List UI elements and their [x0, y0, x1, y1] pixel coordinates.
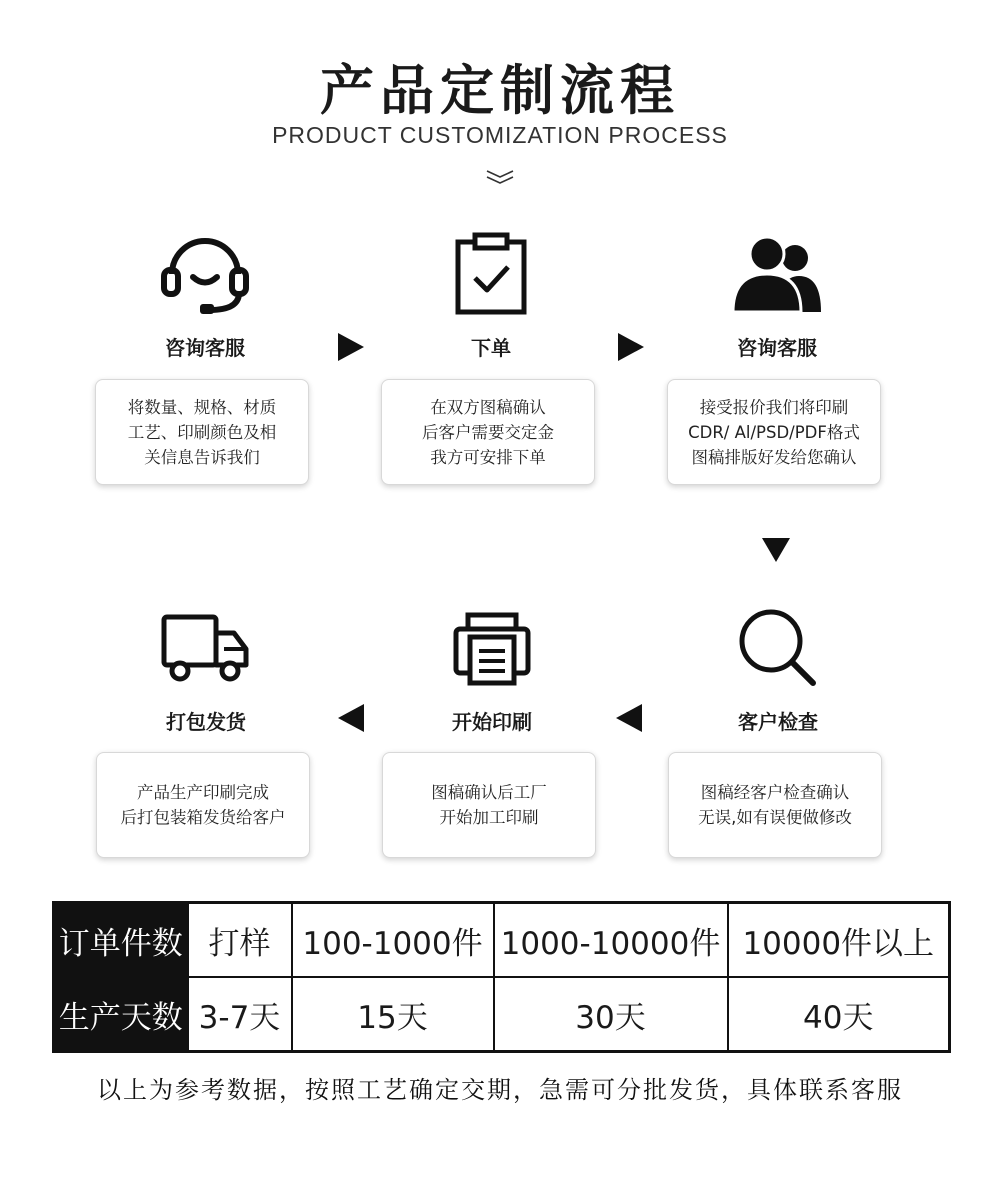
description-line: 图稿确认后工厂: [431, 783, 547, 802]
step-description: [96, 752, 310, 858]
step-label: 客户检查: [738, 710, 818, 734]
table-cell: 40天: [728, 977, 950, 1052]
description-line: 产品生产印刷完成: [137, 783, 269, 802]
step-description: [95, 379, 309, 485]
table-cell: 10000件以上: [728, 903, 950, 978]
arrow-right-icon: [618, 333, 644, 361]
description-line: 接受报价我们将印刷: [699, 397, 849, 417]
description-line: 无误,如有误便做修改: [698, 808, 852, 827]
headset-icon: [95, 228, 315, 318]
table-cell: 3-7天: [188, 977, 292, 1052]
table-cell: 15天: [292, 977, 494, 1052]
truck-icon: [96, 602, 316, 692]
description-line: 将数量、规格、材质: [127, 397, 277, 417]
double-chevron-down-icon: [485, 168, 515, 186]
table-header-cell: 生产天数: [54, 977, 188, 1052]
step-label: 下单: [471, 336, 511, 360]
description-line: 开始加工印刷: [439, 808, 539, 827]
description-line: 工艺、印刷颜色及相: [127, 422, 277, 442]
page-subtitle: PRODUCT CUSTOMIZATION PROCESS: [272, 122, 728, 148]
magnifier-icon: [668, 602, 888, 692]
description-line: 图稿排版好发给您确认: [691, 447, 857, 467]
table-header-cell: 订单件数: [54, 903, 188, 978]
arrow-right-icon: [338, 333, 364, 361]
page-title: 产品定制流程: [320, 59, 680, 122]
step-description: [382, 752, 596, 858]
description-line: 在双方图稿确认: [430, 397, 546, 417]
arrow-down-icon: [762, 538, 790, 562]
table-cell: 100-1000件: [292, 903, 494, 978]
table-row: [54, 903, 950, 978]
description-line: 后打包装箱发货给客户: [120, 808, 286, 827]
arrow-left-icon: [338, 704, 364, 732]
description-line: 关信息告诉我们: [144, 447, 260, 467]
step-description: [667, 379, 881, 485]
footer-note: 以上为参考数据，按照工艺确定交期，急需可分批发货，具体联系客服: [97, 1076, 903, 1104]
step-label: 打包发货: [166, 710, 246, 734]
clipboard-check-icon: [381, 228, 601, 318]
description-line: 图稿经客户检查确认: [700, 783, 850, 802]
production-time-table: [52, 901, 951, 1053]
users-icon: [667, 228, 887, 318]
description-line: 后客户需要交定金: [422, 422, 554, 442]
printer-icon: [382, 602, 602, 692]
description-line: 我方可安排下单: [430, 447, 546, 467]
table-row: [54, 977, 950, 1052]
description-line: CDR/ Al/PSD/PDF格式: [688, 422, 860, 442]
arrow-left-icon: [616, 704, 642, 732]
step-description: [381, 379, 595, 485]
step-label: 咨询客服: [737, 336, 817, 360]
step-label: 咨询客服: [165, 336, 245, 360]
step-label: 开始印刷: [452, 710, 532, 734]
table-cell: 30天: [494, 977, 728, 1052]
table-cell: 打样: [188, 903, 292, 978]
step-description: [668, 752, 882, 858]
table-cell: 1000-10000件: [494, 903, 728, 978]
